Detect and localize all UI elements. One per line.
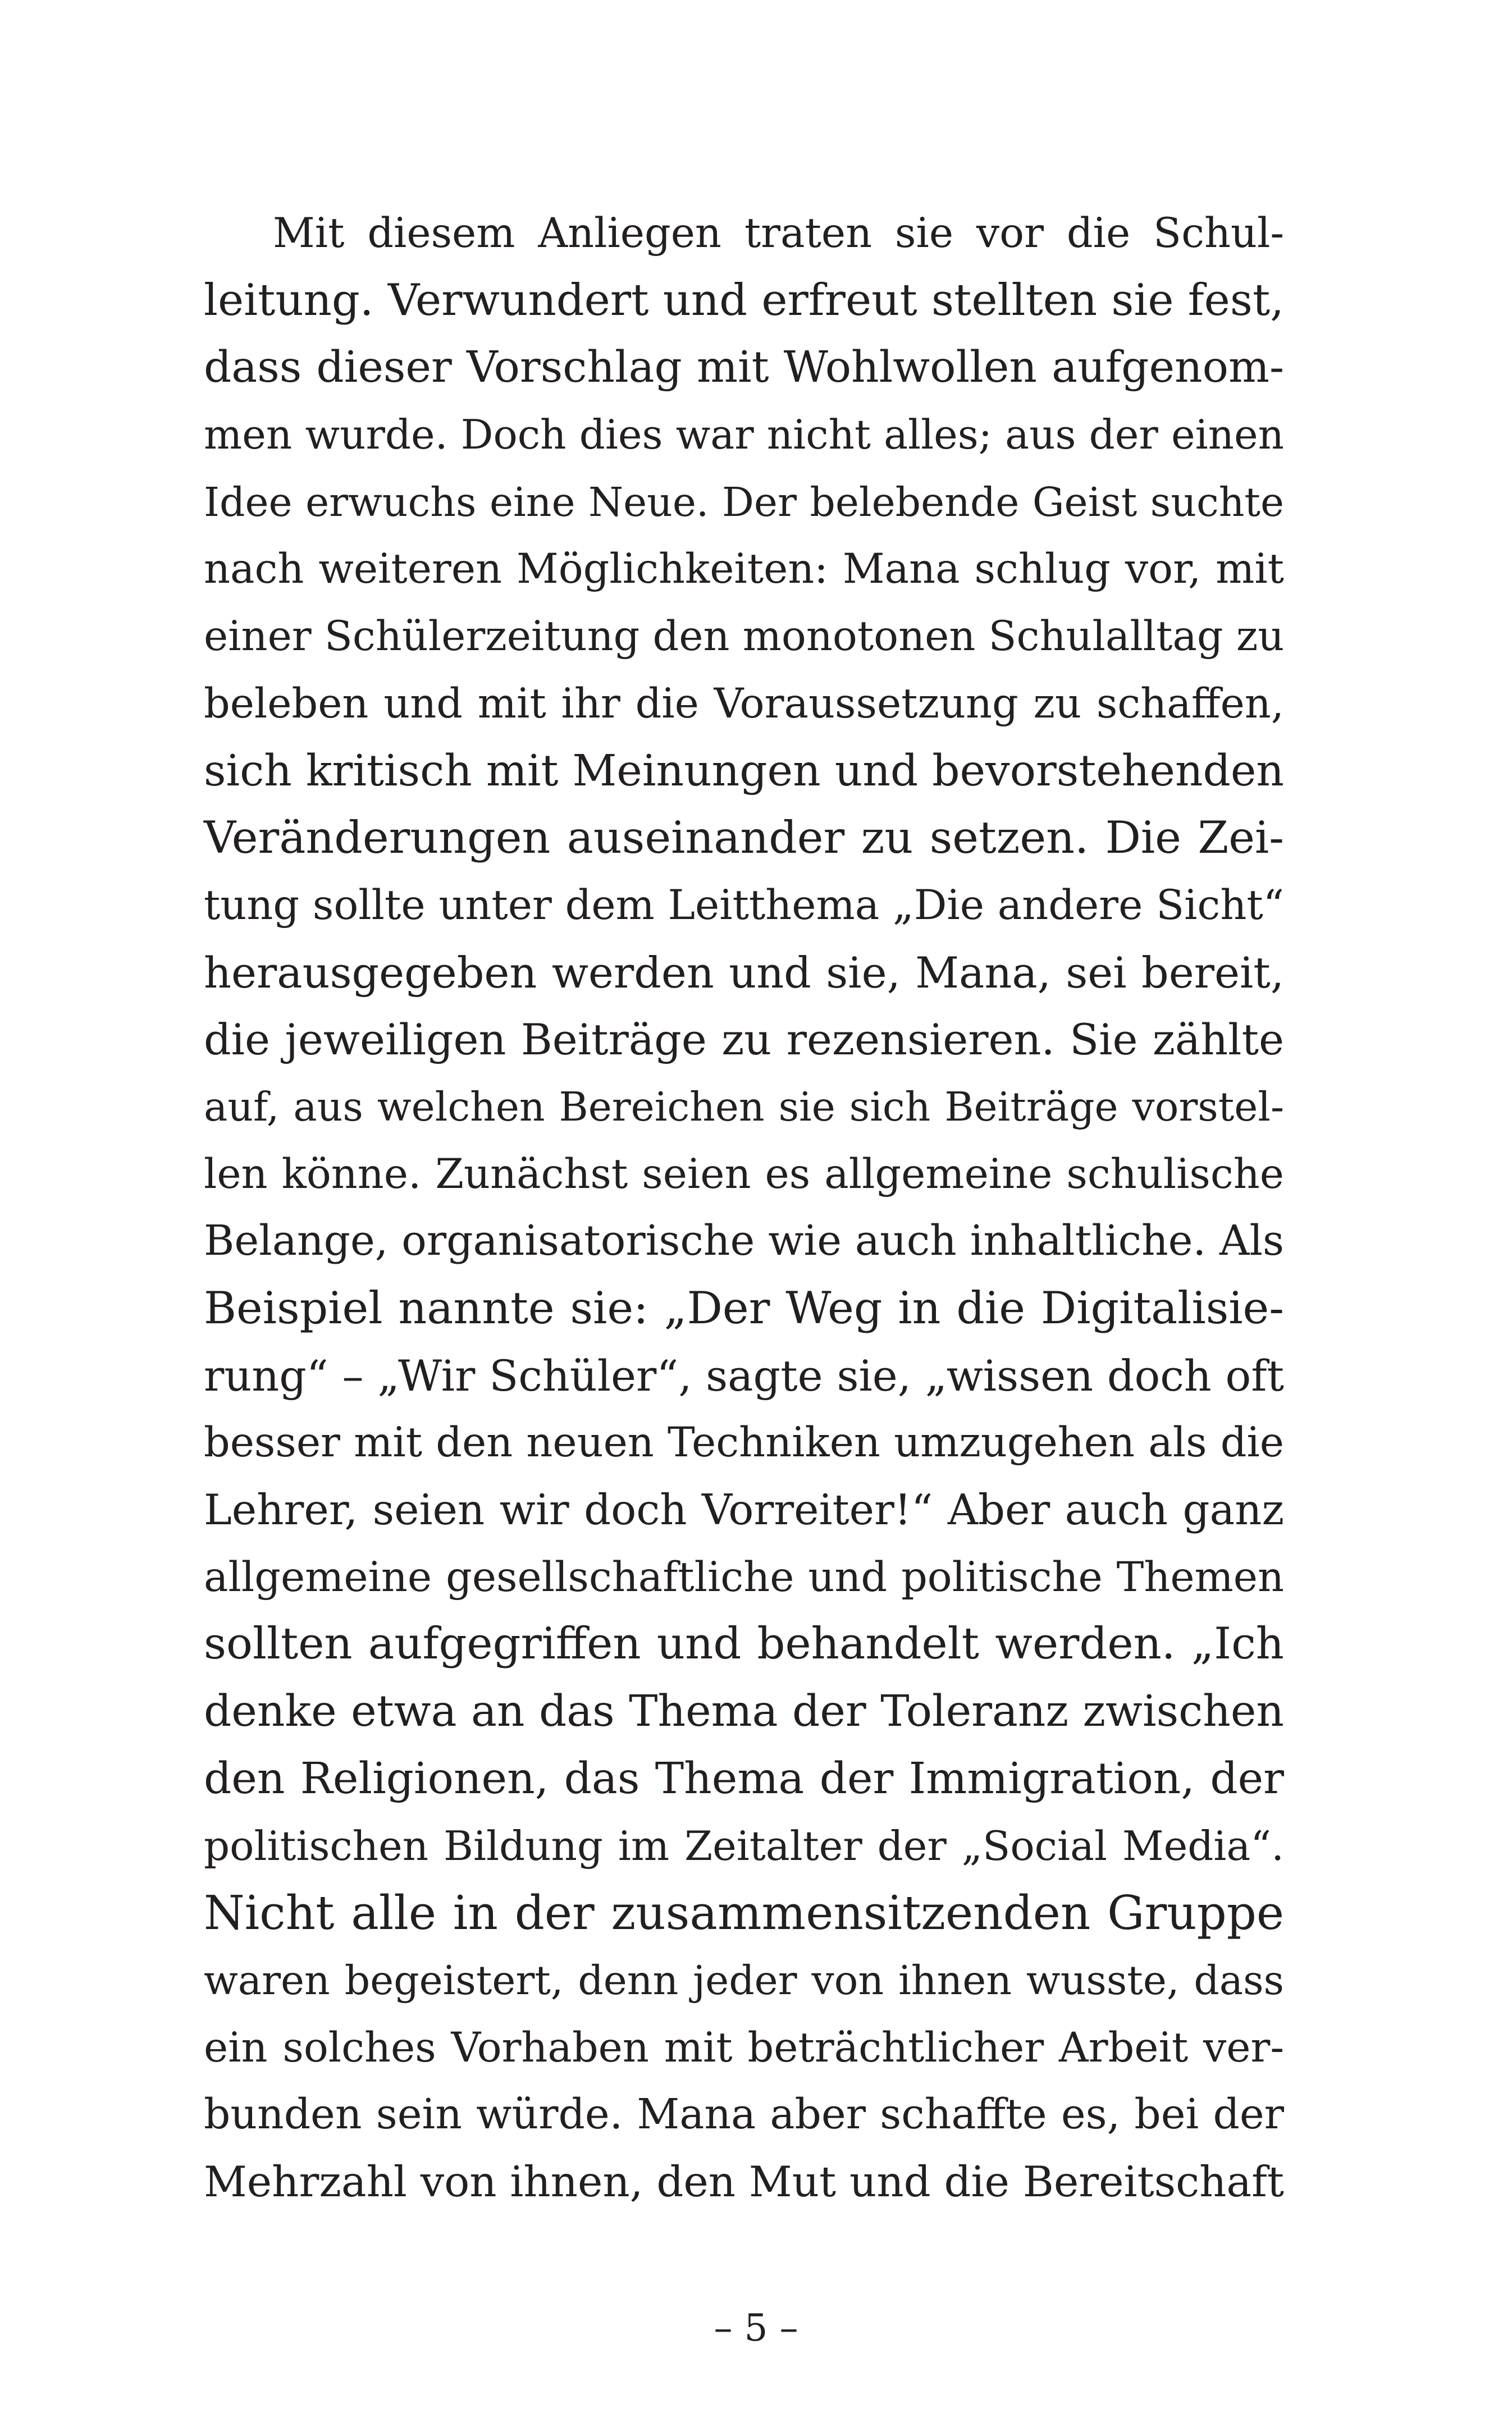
text-line: leitung. Verwundert und erfreut stellten sie fest, [204,275,1284,326]
text-line: Mit diesem Anliegen traten sie vor die Schul- [273,209,1284,257]
text-line: dass dieser Vorschlag mit Wohlwollen aufgenom- [204,342,1284,393]
text-line: len könne. Zunächst seien es allgemeine schulische [204,1150,1284,1198]
text-line: herausgegeben werden und sie, Mana, sei bereit, [204,947,1284,998]
text-line: auf, aus welchen Bereichen sie sich Beiträge vorstel- [204,1083,1284,1130]
text-line: ein solches Vorhaben mit beträchtlicher Arbeit ver- [204,2023,1284,2072]
text-line: einer Schülerzeitung den monotonen Schulalltag zu [204,613,1285,661]
page-number: – 5 – [714,2306,798,2350]
text-line: nach weiteren Möglichkeiten: Mana schlug vor, mit [204,545,1284,593]
text-line: waren begeistert, denn jeder von ihnen wusste, dass [204,1957,1284,2004]
text-line: beleben und mit ihr die Voraussetzung zu schaffen, [204,679,1284,728]
text-line: sich kritisch mit Meinungen und bevorstehenden [204,746,1284,796]
text-line: Beispiel nannte sie: „Der Weg in die Digitalisie- [204,1282,1284,1334]
text-line: Belange, organisatorische wie auch inhaltliche. Als [204,1217,1284,1265]
text-line: die jeweiligen Beiträge zu rezensieren. Sie zählte [204,1014,1284,1065]
text-line: den Religionen, das Thema der Immigration, der [204,1753,1284,1804]
text-line: Nicht alle in der zusammensitzenden Gruppe [204,1886,1284,1941]
text-line: Idee erwuchs eine Neue. Der belebende Geist suchte [204,478,1284,525]
text-line: rung“ – „Wir Schüler“, sagte sie, „wissen doch oft [204,1350,1284,1401]
text-line: denke etwa an das Thema der Toleranz zwischen [204,1686,1284,1737]
text-line: bunden sein würde. Mana aber schaffte es, bei der [204,2090,1284,2139]
text-line: tung sollte unter dem Leitthema „Die andere Sicht“ [204,881,1284,929]
body-text [204,200,1284,2216]
text-line: besser mit den neuen Techniken umzugehen als die [204,1419,1284,1467]
text-line: Lehrer, seien wir doch Vorreiter!“ Aber auch ganz [204,1485,1284,1535]
text-line: sollten aufgegriffen und behandelt werden. „Ich [204,1619,1284,1670]
text-line: politischen Bildung im Zeitalter der „Social Media“. [204,1822,1284,1870]
text-line: Mehrzahl von ihnen, den Mut und die Bereitschaft [204,2156,1284,2206]
text-line: Veränderungen auseinander zu setzen. Die Zei- [204,812,1284,864]
text-line: allgemeine gesellschaftliche und politische Themen [204,1553,1284,1601]
text-line: men wurde. Doch dies war nicht alles; aus der einen [204,411,1284,459]
